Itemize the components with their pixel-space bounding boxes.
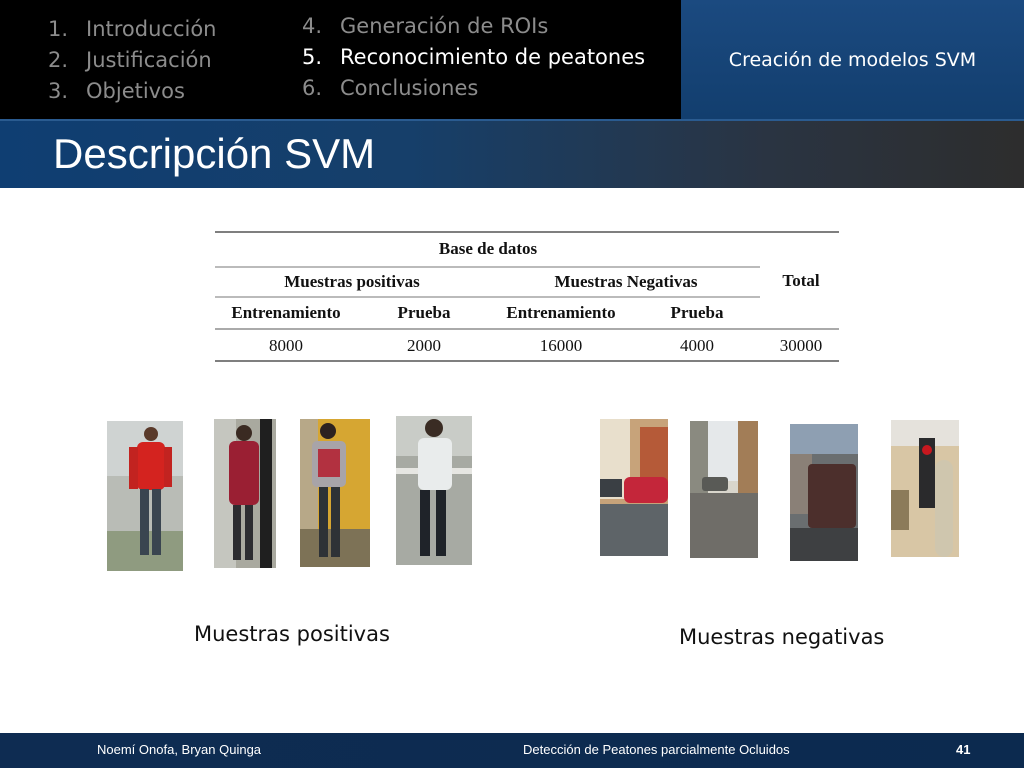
footer-title: Detección de Peatones parcialmente Ocluidos xyxy=(523,742,790,757)
caption-negative-samples: Muestras negativas xyxy=(679,625,885,649)
section-title: Creación de modelos SVM xyxy=(728,48,977,71)
agenda-column-2 xyxy=(302,10,645,103)
positive-sample-image xyxy=(214,419,276,568)
caption-positive-samples: Muestras positivas xyxy=(194,622,390,646)
table-cell: 8000 xyxy=(269,336,303,355)
agenda-item-number: 5. xyxy=(302,44,323,69)
dataset-table xyxy=(215,231,839,362)
agenda-item-label: Reconocimiento de peatones xyxy=(340,44,646,69)
agenda-item-introduccion[interactable] xyxy=(48,13,216,44)
positive-sample-image xyxy=(107,421,183,571)
section-header xyxy=(681,0,1024,119)
negative-sample-image xyxy=(600,419,668,556)
table-cell: 4000 xyxy=(680,336,714,355)
table-subheader: Entrenamiento xyxy=(231,303,341,322)
agenda-item-objetivos[interactable] xyxy=(48,75,216,106)
table-subheader: Prueba xyxy=(397,303,451,322)
agenda-item-label: Justificación xyxy=(86,47,212,72)
table-cell: 16000 xyxy=(539,336,583,355)
agenda-item-number: 2. xyxy=(48,47,69,72)
agenda-item-label: Generación de ROIs xyxy=(340,13,549,38)
slide-title: Descripción SVM xyxy=(53,130,376,177)
agenda-item-number: 1. xyxy=(48,16,69,41)
agenda-item-number: 3. xyxy=(48,78,69,103)
page-number: 41 xyxy=(956,742,971,757)
footer-authors: Noemí Onofa, Bryan Quinga xyxy=(97,742,262,757)
agenda-item-label: Introducción xyxy=(86,16,217,41)
agenda-item-label: Conclusiones xyxy=(340,75,479,100)
table-header-base-datos: Base de datos xyxy=(438,239,538,258)
positive-sample-image xyxy=(396,416,472,565)
table-subheader: Prueba xyxy=(670,303,724,322)
negative-sample-image xyxy=(690,421,758,558)
table-subheader: Entrenamiento xyxy=(506,303,616,322)
table-group-negative: Muestras Negativas xyxy=(554,272,698,291)
agenda-item-generacion-rois[interactable] xyxy=(302,10,645,41)
agenda-item-number: 6. xyxy=(302,75,323,100)
agenda-item-reconocimiento-peatones[interactable] xyxy=(302,41,645,72)
agenda-item-justificacion[interactable] xyxy=(48,44,216,75)
positive-sample-image xyxy=(300,419,370,567)
negative-sample-image xyxy=(790,424,858,561)
table-cell: 30000 xyxy=(779,336,823,355)
table-cell: 2000 xyxy=(407,336,441,355)
table-group-positive: Muestras positivas xyxy=(284,272,420,291)
agenda-item-label: Objetivos xyxy=(86,78,185,103)
agenda-column-1 xyxy=(48,13,216,106)
table-total-header: Total xyxy=(782,271,820,290)
negative-sample-image xyxy=(891,420,959,557)
agenda-item-conclusiones[interactable] xyxy=(302,72,645,103)
agenda-item-number: 4. xyxy=(302,13,323,38)
